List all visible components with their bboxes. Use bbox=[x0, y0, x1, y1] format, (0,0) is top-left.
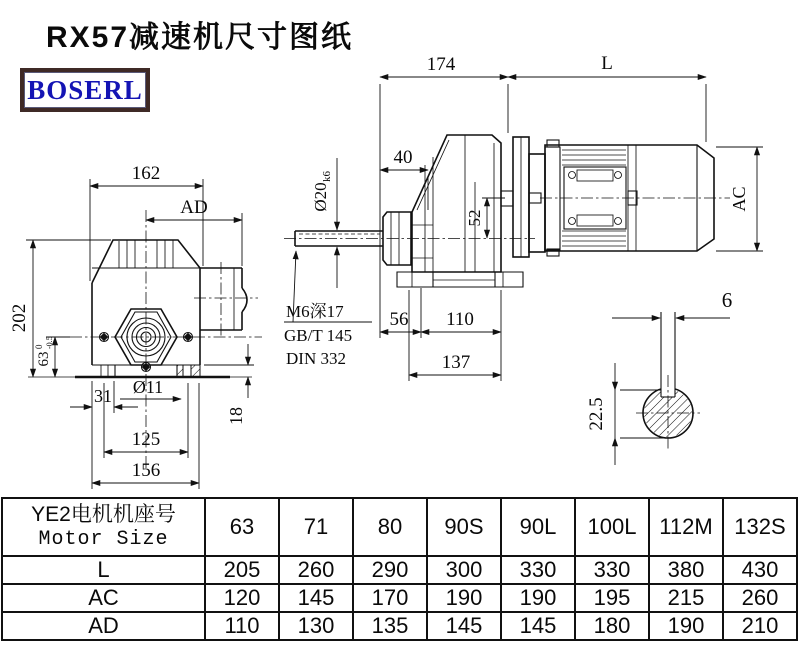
note-gbt-label: GB/T 145 bbox=[284, 326, 353, 345]
dim-202-label: 202 bbox=[9, 303, 30, 333]
dim-137-label: 137 bbox=[441, 352, 471, 373]
table-cell: 130 bbox=[279, 612, 353, 640]
dim-156-label: 156 bbox=[131, 460, 161, 481]
column-header: 132S bbox=[723, 498, 797, 556]
dim-ad-label: AD bbox=[180, 197, 208, 218]
motor-size-header-en: Motor Size bbox=[38, 528, 169, 552]
brand-logo-text: BOSERL bbox=[27, 74, 143, 105]
table-cell: 215 bbox=[649, 584, 723, 612]
dim-125-label: 125 bbox=[131, 429, 161, 450]
dim-40-label: 40 bbox=[393, 147, 413, 168]
dim-6-label: 6 bbox=[721, 288, 733, 312]
table-cell: 135 bbox=[353, 612, 427, 640]
table-cell: 205 bbox=[205, 556, 279, 584]
dim-18-label: 18 bbox=[226, 407, 246, 425]
table-cell: 145 bbox=[427, 612, 501, 640]
table-cell: 260 bbox=[279, 556, 353, 584]
dim-31-label: 31 bbox=[94, 386, 112, 406]
table-cell: 330 bbox=[501, 556, 575, 584]
dim-52-label: 52 bbox=[465, 209, 484, 227]
table-cell: 170 bbox=[353, 584, 427, 612]
dim-L-label: L bbox=[601, 53, 613, 74]
column-header: 90S bbox=[427, 498, 501, 556]
table-row-L bbox=[2, 556, 797, 584]
table-cell: 330 bbox=[575, 556, 649, 584]
dim-63-label: 63 bbox=[36, 351, 52, 367]
column-header: 100L bbox=[575, 498, 649, 556]
table-row-AD bbox=[2, 612, 797, 640]
table-cell: 300 bbox=[427, 556, 501, 584]
dim-shaft-tol-label: k6 bbox=[321, 171, 333, 182]
table-cell: 210 bbox=[723, 612, 797, 640]
table-cell: 190 bbox=[501, 584, 575, 612]
table-cell: 110 bbox=[205, 612, 279, 640]
page-title: RX57减速机尺寸图纸 bbox=[46, 21, 354, 54]
table-cell: 120 bbox=[205, 584, 279, 612]
table-cell: 380 bbox=[649, 556, 723, 584]
motor-size-header-cn: YE2电机机座号 bbox=[31, 502, 176, 526]
row-label: AD bbox=[2, 612, 205, 640]
column-header: 80 bbox=[353, 498, 427, 556]
row-label: AC bbox=[2, 584, 205, 612]
table-cell: 190 bbox=[649, 612, 723, 640]
dim-d11-label: Ø11 bbox=[132, 377, 164, 397]
table-cell: 195 bbox=[575, 584, 649, 612]
dim-63-tol-lower: -0.5 bbox=[45, 336, 54, 349]
motor-size-header bbox=[2, 498, 205, 556]
table-cell: 430 bbox=[723, 556, 797, 584]
motor-size-table bbox=[1, 497, 798, 641]
dim-174-label: 174 bbox=[426, 54, 456, 75]
table-row-AC bbox=[2, 584, 797, 612]
dim-162-label: 162 bbox=[131, 163, 161, 184]
dim-shaft-d-label: Ø20 bbox=[311, 182, 330, 212]
side-view bbox=[284, 53, 763, 381]
dim-63-tol-upper: 0 bbox=[34, 344, 44, 349]
column-header: 90L bbox=[501, 498, 575, 556]
note-din-label: DIN 332 bbox=[286, 349, 346, 368]
dim-110-label: 110 bbox=[446, 309, 474, 330]
row-label: L bbox=[2, 556, 205, 584]
table-cell: 145 bbox=[279, 584, 353, 612]
front-view bbox=[9, 163, 262, 489]
dim-ac-label: AC bbox=[729, 186, 749, 212]
column-header: 112M bbox=[649, 498, 723, 556]
table-cell: 145 bbox=[501, 612, 575, 640]
column-header: 71 bbox=[279, 498, 353, 556]
table-header-row bbox=[2, 498, 797, 556]
dim-22-5-label: 22.5 bbox=[586, 397, 607, 431]
dim-56-label: 56 bbox=[389, 309, 409, 330]
table-cell: 290 bbox=[353, 556, 427, 584]
note-m6-label: M6深17 bbox=[286, 302, 344, 321]
table-cell: 260 bbox=[723, 584, 797, 612]
shaft-key-section bbox=[586, 288, 732, 465]
table-cell: 180 bbox=[575, 612, 649, 640]
column-header: 63 bbox=[205, 498, 279, 556]
table-cell: 190 bbox=[427, 584, 501, 612]
